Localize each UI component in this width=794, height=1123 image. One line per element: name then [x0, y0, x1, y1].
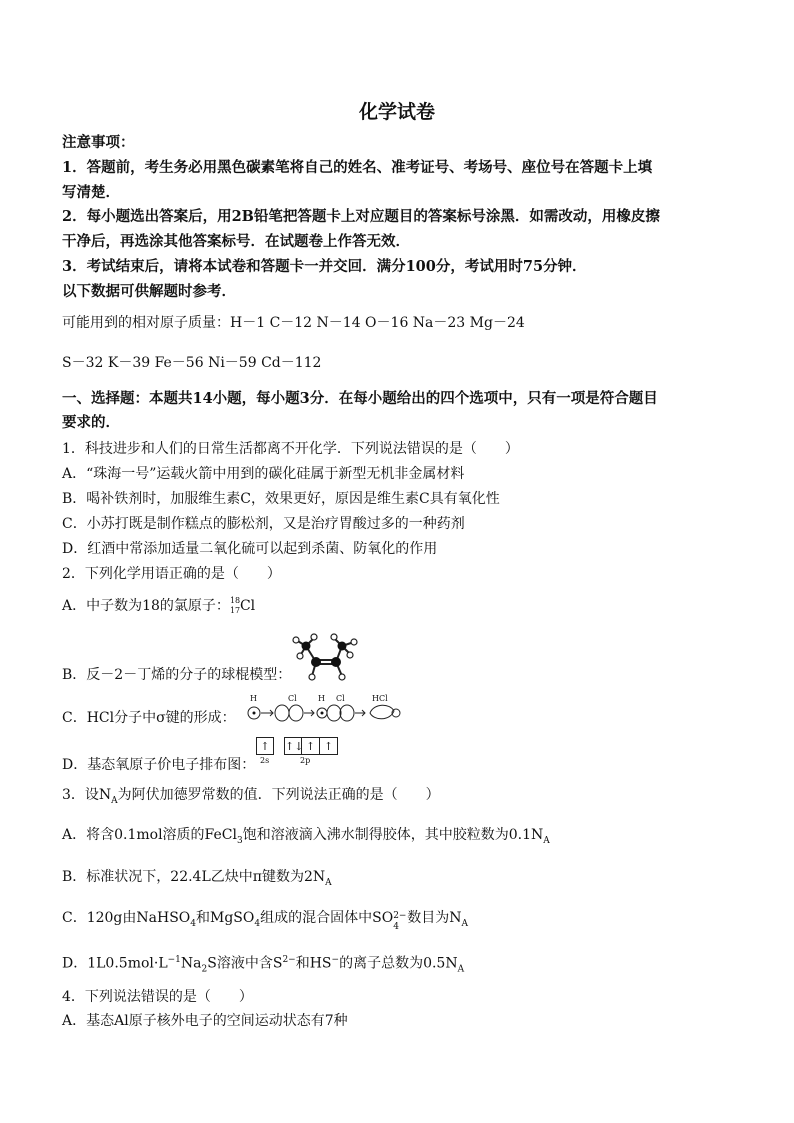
ball-stick-model-diagram — [284, 632, 364, 684]
notice-line: 1．答题前，考生务必用黑色碳素笔将自己的姓名、准考证号、考场号、座位号在答题卡上填 — [62, 159, 653, 176]
page-title: 化学试卷 — [358, 101, 435, 123]
notice-heading: 注意事项： — [62, 134, 135, 151]
q4-stem: 4．下列说法错误的是（ ） — [62, 989, 253, 1005]
q1-option-d: D．红酒中常添加适量二氧化硫可以起到杀菌、防氧化的作用 — [62, 541, 438, 557]
q4-option-a: A．基态Al原子核外电子的空间运动状态有7种 — [62, 1013, 348, 1029]
orbital-box-2p: ↑ — [320, 737, 338, 755]
q2-option-b: B．反－2－丁烯的分子的球棍模型： — [62, 667, 292, 683]
section-heading: 一、选择题：本题共14小题，每小题3分．在每小题给出的四个选项中，只有一项是符合题目 — [62, 390, 658, 407]
label-h: H — [318, 694, 325, 703]
label-2p: 2p — [300, 756, 311, 765]
q1-option-b: B．喝补铁剂时，加服维生素C，效果更好，原因是维生素C具有氧化性 — [62, 491, 500, 507]
q2-option-a: A．中子数为18的氯原子： 18 17 Cl — [62, 596, 256, 615]
q3-option-d: D．$1L0.5mol\cdot L^{-1}Na_2S$溶液中含$S^{2-}$和HS−的离子总数为$0.5N_A$ — [62, 955, 465, 975]
isotope-notation: 18 17 — [229, 596, 241, 615]
atomic-masses-line-1: 可能用到的相对原子质量：H－1 C－12 N－14 O－16 Na－23 Mg－24 — [62, 315, 525, 331]
q1-stem: 1．科技进步和人们的日常生活都离不开化学．下列说法错误的是（ ） — [62, 441, 519, 457]
q3-option-b: B．标准状况下，22.4L乙炔中π键数为$2N_A$ — [62, 869, 332, 888]
q2-option-d: D．基态氧原子价电子排布图： — [62, 757, 256, 773]
label-cl: Cl — [336, 694, 345, 703]
label-cl: Cl — [288, 694, 297, 703]
q1-option-a: A．“珠海一号”运载火箭中用到的碳化硅属于新型无机非金属材料 — [62, 466, 465, 482]
orbital-box-2p: ↑ — [302, 737, 320, 755]
label-hcl: HCl — [372, 694, 388, 703]
orbital-diagram — [256, 737, 338, 765]
q1-option-c: C．小苏打既是制作糕点的膨松剂，又是治疗胃酸过多的一种药剂 — [62, 516, 465, 532]
label-h: H — [250, 694, 257, 703]
notice-line: 以下数据可供解题时参考． — [62, 283, 236, 300]
orbital-box-2p: ↑↓ — [284, 737, 302, 755]
notice-line: 写清楚． — [62, 184, 120, 201]
q2-option-c: C．HCl分子中σ键的形成： — [62, 710, 236, 726]
atomic-masses-line-2: S－32 K－39 Fe－56 Ni－59 Cd－112 — [62, 355, 322, 371]
q3-option-a: A．将含0.1mol溶质的FeCl$_3$饱和溶液滴入沸水制得胶体，其中胶粒数为$0.1N_A$ — [62, 827, 550, 846]
notice-line: 2．每小题选出答案后，用2B铅笔把答题卡上对应题目的答案标号涂黑．如需改动，用橡皮擦 — [62, 208, 660, 225]
notice-line: 干净后，再选涂其他答案标号．在试题卷上作答无效． — [62, 233, 410, 250]
sigma-bond-formation-diagram — [244, 692, 404, 726]
q2-stem: 2．下列化学用语正确的是（ ） — [62, 566, 281, 582]
orbital-box-2s: ↑ — [256, 737, 274, 755]
q3-stem: 3．设$N_A$为阿伏加德罗常数的值．下列说法正确的是（ ） — [62, 787, 440, 806]
q3-option-c: C．120g由NaHSO$_4$和MgSO$_4$组成的混合固体中SO 2− 4 数目为$N_A$ — [62, 910, 468, 932]
section-heading: 要求的． — [62, 414, 120, 431]
label-2s: 2s — [260, 756, 270, 765]
notice-line: 3．考试结束后，请将本试卷和答题卡一并交回．满分100分，考试用时75分钟． — [62, 258, 587, 275]
